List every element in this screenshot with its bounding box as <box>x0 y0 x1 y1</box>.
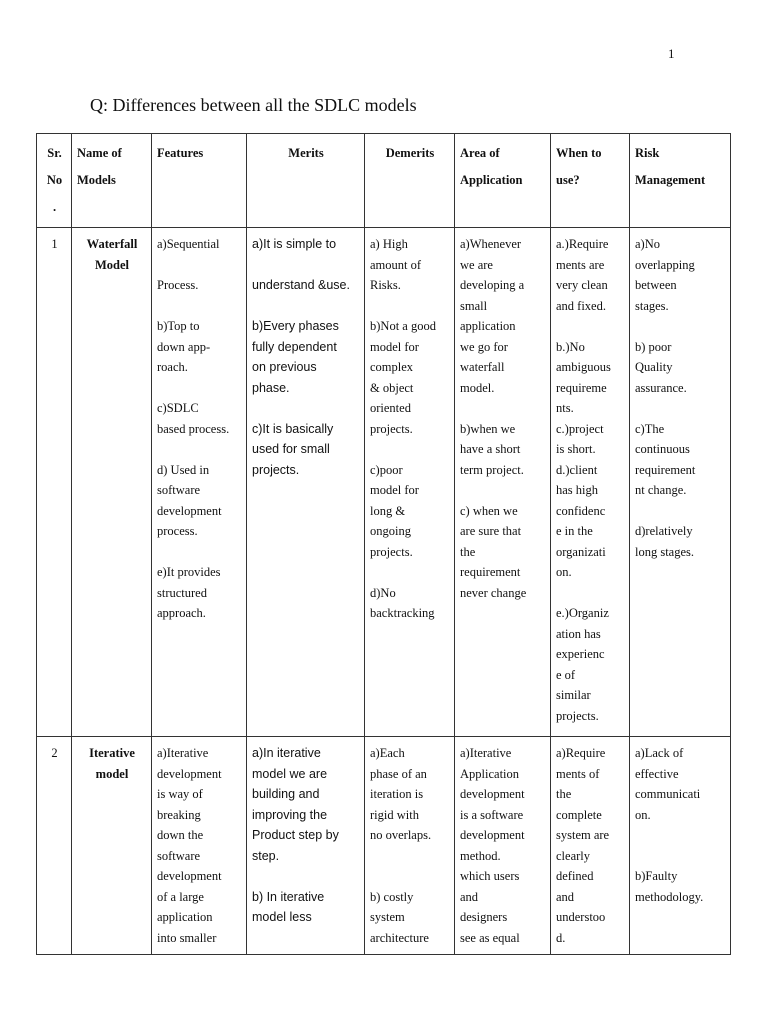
cell-line: e.)Organiz <box>556 606 609 620</box>
cell-line: a)Each <box>370 746 405 760</box>
line-gap <box>460 398 546 419</box>
row-merits <box>247 228 365 737</box>
cell-line: model less <box>252 910 312 924</box>
cell-line: application <box>157 910 213 924</box>
cell-line: building and <box>252 787 320 801</box>
cell-line: similar <box>556 688 591 702</box>
cell-line: Iterative <box>89 746 135 760</box>
cell-line: long stages. <box>635 544 695 559</box>
cell-line: long & <box>370 503 406 518</box>
cell-line: phase. <box>252 380 290 395</box>
cell-line: term project. <box>460 462 524 477</box>
cell-line: model. <box>460 380 495 395</box>
line-gap <box>252 296 360 317</box>
cell-line: requirement <box>460 565 521 579</box>
cell-line: software <box>157 483 201 497</box>
cell-line: a)Whenever <box>460 237 522 251</box>
cell-line: c)It is basically <box>252 421 334 436</box>
cell-line: development <box>460 828 525 842</box>
cell-line: requireme <box>556 380 607 395</box>
row-features <box>152 228 247 737</box>
cell-line: d. <box>556 930 566 945</box>
cell-line: c)poor <box>370 462 403 477</box>
cell-line: a)Iterative <box>460 746 512 760</box>
cell-line: stages. <box>635 298 669 313</box>
cell-line: development <box>157 503 222 518</box>
cell-line: overlapping <box>635 257 695 272</box>
cell-line: b) poor <box>635 339 672 354</box>
cell-line: fully dependent <box>252 339 337 354</box>
cell-line: Product step by <box>252 828 339 842</box>
cell-line: understand &use. <box>252 278 350 292</box>
cell-line: projects. <box>370 421 413 436</box>
cell-line: developing a <box>460 278 525 292</box>
cell-line: e of <box>556 667 576 682</box>
cell-line: breaking <box>157 807 201 822</box>
cell-line: used for small <box>252 442 330 456</box>
cell-line: complete <box>556 807 602 822</box>
cell-line: model <box>95 766 129 781</box>
cell-line: c) when we <box>460 503 518 518</box>
cell-line: defined <box>556 869 594 883</box>
cell-line: step. <box>252 848 280 863</box>
page-title: Q: Differences between all the SDLC models <box>90 95 417 115</box>
cell-line: oriented <box>370 401 411 415</box>
cell-line: b)Top to <box>157 319 200 333</box>
line-gap <box>370 439 450 460</box>
cell-line: on. <box>556 565 572 579</box>
row-area-of-application <box>455 228 551 737</box>
cell-line: projects. <box>252 462 300 477</box>
cell-line: software <box>157 848 201 863</box>
table-row-iterative <box>37 737 731 955</box>
cell-line: and <box>460 889 479 904</box>
header-merits: Merits <box>247 134 365 228</box>
header-features: Features <box>152 134 247 228</box>
row-when-to-use <box>551 228 630 737</box>
cell-line: methodology. <box>635 889 704 904</box>
cell-line: b)Every phases <box>252 319 339 333</box>
cell-line: c.)project <box>556 421 604 436</box>
cell-line: between <box>635 278 677 292</box>
cell-line: effective <box>635 766 679 781</box>
row-risk-management <box>630 737 731 955</box>
cell-line: communicati <box>635 787 701 801</box>
cell-line: confidenc <box>556 503 606 518</box>
cell-line: based process. <box>157 421 230 436</box>
cell-line: ation has <box>556 626 601 641</box>
cell-line: a.)Require <box>556 237 609 251</box>
cell-line: nts. <box>556 401 574 415</box>
cell-line: ambiguous <box>556 360 611 374</box>
cell-line: Quality <box>635 360 673 374</box>
cell-line: b)Faulty <box>635 869 678 883</box>
cell-line: see as equal <box>460 930 520 945</box>
line-gap <box>370 296 450 317</box>
cell-line: d.)client <box>556 462 598 477</box>
row-sr-no: 2 <box>37 737 72 955</box>
cell-line: waterfall <box>460 360 505 374</box>
cell-line: assurance. <box>635 380 687 395</box>
cell-line: model for <box>370 339 419 354</box>
cell-line: complex <box>370 360 414 374</box>
cell-line: system <box>370 910 405 924</box>
cell-line: projects. <box>370 544 413 559</box>
line-gap <box>252 866 360 887</box>
cell-line: phase of an <box>370 766 427 781</box>
cell-line: has high <box>556 483 599 497</box>
row-model-name <box>72 737 152 955</box>
cell-line: Risks. <box>370 278 401 292</box>
cell-line: no overlaps. <box>370 828 432 842</box>
cell-line: have a short <box>460 442 521 456</box>
cell-line: . <box>52 200 57 214</box>
cell-line: ongoing <box>370 524 411 538</box>
cell-line: the <box>556 787 572 801</box>
row-sr-no: 1 <box>37 228 72 737</box>
cell-line: clearly <box>556 848 591 863</box>
line-gap <box>370 846 450 867</box>
cell-line: Area of <box>460 146 500 160</box>
cell-line: development <box>460 787 525 801</box>
cell-line: Name of <box>77 146 122 160</box>
line-gap <box>157 255 242 276</box>
row-area-of-application <box>455 737 551 955</box>
line-gap <box>157 542 242 563</box>
table-row-waterfall <box>37 228 731 737</box>
cell-line: never change <box>460 585 527 600</box>
cell-line: a)Lack of <box>635 746 684 760</box>
cell-line: experienc <box>556 647 605 661</box>
cell-line: organizati <box>556 544 606 559</box>
line-gap <box>370 562 450 583</box>
cell-line: are sure that <box>460 524 522 538</box>
cell-line: Risk <box>635 146 660 160</box>
cell-line: small <box>460 298 488 313</box>
cell-line: iteration is <box>370 787 424 801</box>
cell-line: Sr. <box>47 146 62 160</box>
header-when-to-use <box>551 134 630 228</box>
cell-line: When to <box>556 146 602 160</box>
sdlc-comparison-table <box>36 133 731 955</box>
line-gap <box>556 583 625 604</box>
line-gap <box>635 825 726 846</box>
line-gap <box>157 378 242 399</box>
cell-line: use? <box>556 173 580 187</box>
cell-line: of a large <box>157 889 204 904</box>
cell-line: approach. <box>157 606 206 620</box>
row-demerits <box>365 737 455 955</box>
row-model-name <box>72 228 152 737</box>
cell-line: c)SDLC <box>157 401 199 415</box>
cell-line: rigid with <box>370 807 419 822</box>
cell-line: roach. <box>157 360 188 374</box>
cell-line: development <box>157 766 222 781</box>
row-when-to-use <box>551 737 630 955</box>
header-name-of-models <box>72 134 152 228</box>
cell-line: improving the <box>252 807 328 822</box>
cell-line: model for <box>370 483 419 497</box>
cell-line: d) Used in <box>157 462 210 477</box>
cell-line: down app- <box>157 339 211 354</box>
cell-line: e in the <box>556 524 593 538</box>
cell-line: system are <box>556 828 610 842</box>
cell-line: b) costly <box>370 889 414 904</box>
cell-line: application <box>460 319 516 333</box>
cell-line: we are <box>460 257 493 272</box>
page-number: 1 <box>668 46 675 61</box>
cell-line: designers <box>460 910 508 924</box>
cell-line: is short. <box>556 442 596 456</box>
cell-line: a)Iterative <box>157 746 209 760</box>
cell-line: d)relatively <box>635 524 693 538</box>
row-features <box>152 737 247 955</box>
cell-line: into smaller <box>157 930 217 945</box>
cell-line: b.)No <box>556 339 585 354</box>
cell-line: and fixed. <box>556 298 606 313</box>
cell-line: ments of <box>556 766 600 781</box>
cell-line: No <box>46 173 63 187</box>
header-demerits: Demerits <box>365 134 455 228</box>
cell-line: a)In iterative <box>252 746 321 760</box>
cell-line: c)The <box>635 421 665 436</box>
cell-line: a)Require <box>556 746 606 760</box>
cell-line: continuous <box>635 442 690 456</box>
cell-line: model we are <box>252 766 328 781</box>
cell-line: Waterfall <box>86 237 138 251</box>
row-demerits <box>365 228 455 737</box>
line-gap <box>635 501 726 522</box>
cell-line: requirement <box>635 462 696 477</box>
cell-line: method. <box>460 848 501 863</box>
line-gap <box>556 316 625 337</box>
cell-line: nt change. <box>635 483 687 497</box>
table-header-row <box>37 134 731 228</box>
cell-line: Application <box>460 173 523 187</box>
cell-line: backtracking <box>370 606 435 620</box>
cell-line: ments are <box>556 257 605 272</box>
line-gap <box>635 846 726 867</box>
cell-line: on. <box>635 807 651 822</box>
cell-line: Model <box>94 257 130 272</box>
cell-line: projects. <box>556 708 599 723</box>
cell-line: b) In iterative <box>252 889 325 904</box>
cell-line: d)No <box>370 585 396 600</box>
header-risk-management <box>630 134 731 228</box>
header-area-of-application <box>455 134 551 228</box>
line-gap <box>635 398 726 419</box>
cell-line: and <box>556 889 575 904</box>
cell-line: understoo <box>556 910 606 924</box>
cell-line: process. <box>157 524 198 538</box>
line-gap <box>252 398 360 419</box>
cell-line: Application <box>460 766 520 781</box>
cell-line: down the <box>157 828 204 842</box>
header-sr-no <box>37 134 72 228</box>
cell-line: a) High <box>370 237 408 251</box>
cell-line: Models <box>77 173 116 187</box>
cell-line: structured <box>157 585 207 600</box>
cell-line: b)Not a good <box>370 319 436 333</box>
cell-line: Process. <box>157 278 199 292</box>
cell-line: which users <box>460 869 520 883</box>
line-gap <box>635 316 726 337</box>
cell-line: on previous <box>252 360 317 374</box>
cell-line: Management <box>635 173 706 187</box>
cell-line: a)No <box>635 237 660 251</box>
cell-line: a)It is simple to <box>252 237 337 251</box>
line-gap <box>157 439 242 460</box>
cell-line: is way of <box>157 787 203 801</box>
cell-line: b)when we <box>460 421 516 436</box>
line-gap <box>370 866 450 887</box>
line-gap <box>252 255 360 276</box>
cell-line: & object <box>370 380 414 395</box>
cell-line: very clean <box>556 278 608 292</box>
cell-line: architecture <box>370 930 429 945</box>
cell-line: is a software <box>460 807 524 822</box>
cell-line: e)It provides <box>157 565 221 579</box>
line-gap <box>460 480 546 501</box>
cell-line: the <box>460 544 476 559</box>
line-gap <box>157 296 242 317</box>
row-merits <box>247 737 365 955</box>
row-risk-management <box>630 228 731 737</box>
cell-line: amount of <box>370 257 422 272</box>
cell-line: development <box>157 869 222 883</box>
cell-line: a)Sequential <box>157 237 220 251</box>
cell-line: we go for <box>460 339 508 354</box>
